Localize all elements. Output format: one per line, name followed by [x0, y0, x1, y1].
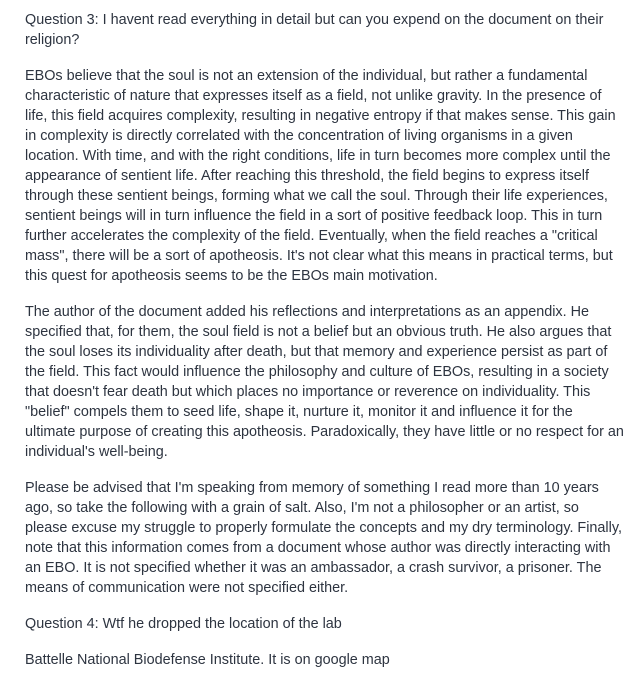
- disclaimer-paragraph: Please be advised that I'm speaking from memory of something I read more than 10 years ago, so take the following with a grain of salt. Also, I'm not a philosopher or an artist, so please excuse my struggle to properly formulate the concepts and my dry terminology. Finally, note that this information comes from a document whose author was directly interacting with an EBO. It is not specified whether it was an ambassador, a crash survivor, a prisoner. The means of communication were not specified either.: [25, 480, 622, 596]
- post-body: [25, 10, 625, 686]
- appendix-paragraph: The author of the document added his reflections and interpretations as an appendix. He specified that, for them, the soul field is not a belief but an obvious truth. He also argues that the soul loses its individuality after death, but that memory and experience persist as part of the field. This fact would influence the philosophy and culture of EBOs, resulting in a society that doesn't fear death but which places no importance or reverence on individuality. This "belief" compels them to seed life, shape it, nurture it, monitor it and influence it for the ultimate purpose of creating this apotheosis. Paradoxically, they have little or no respect for an individual's well-being.: [25, 304, 624, 460]
- lab-location-paragraph: Battelle National Biodefense Institute. It is on google map: [25, 652, 390, 668]
- religion-answer-paragraph: EBOs believe that the soul is not an extension of the individual, but rather a fundamental characteristic of nature that expresses itself as a field, not unlike gravity. In the presence of life, this field acquires complexity, resulting in negative entropy if that makes sense. This gain in complexity is directly correlated with the concentration of living organisms in a given location. With time, and with the right conditions, life in turn becomes more complex until the appearance of sentient life. After reaching this threshold, the field begins to express itself through these sentient beings, forming what we call the soul. Through their life experiences, sentient beings will in turn influence the field in a sort of positive feedback loop. This in turn further accelerates the complexity of the field. Eventually, when the field reaches a "critical mass", there will be a sort of apotheosis. It's not clear what this means in practical terms, but this quest for apotheosis seems to be the EBOs main motivation.: [25, 68, 616, 284]
- question-4-paragraph: Question 4: Wtf he dropped the location of the lab: [25, 616, 342, 632]
- question-3-paragraph: Question 3: I havent read everything in detail but can you expend on the document on their religion?: [25, 12, 604, 48]
